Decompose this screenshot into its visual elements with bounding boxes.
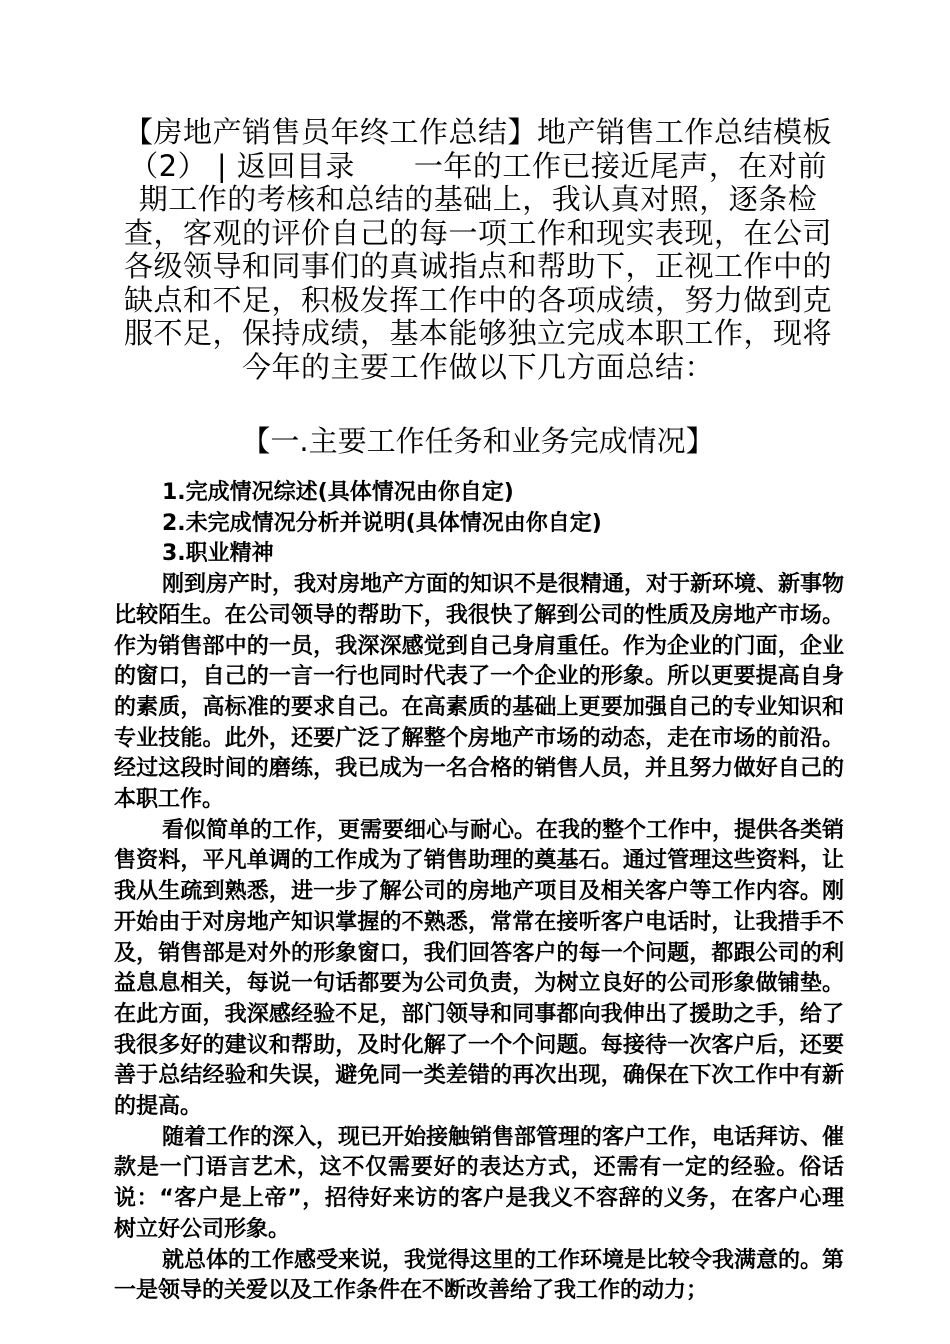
body-paragraph: 随着工作的深入，现已开始接触销售部管理的客户工作，电话拜访、催款是一门语言艺术，这不仅需要好的表达方式，还需有一定的经验。俗话说：“客户是上帝”，招待好来访的客户是我义不容辞的义务，在客户心理树立好公司形象。 xyxy=(114,1124,845,1242)
list-item: 1.完成情况综述(具体情况由你自定) xyxy=(162,480,514,505)
body-text xyxy=(114,478,844,1307)
intro-paragraph: 【房地产销售员年终工作总结】地产销售工作总结模板（2） | 返回目录 一年的工作已接近尾声，在对前期工作的考核和总结的基础上，我认真对照，逐条检查，客观的评价自己的每一项工作和现实表现，在公司各级领导和同事们的真诚指点和帮助下，正视工作中的缺点和不足，积极发挥工作中的各项成绩，努力做到克服不足，保持成绩，基本能够独立完成本职工作，现将今年的主要工作做以下几方面总结： xyxy=(123,115,832,384)
body-paragraph: 刚到房产时，我对房地产方面的知识不是很精通，对于新环境、新事物比较陌生。在公司领导的帮助下，我很快了解到公司的性质及房地产市场。作为销售部中的一员，我深深感觉到自己身肩重任。作为企业的门面，企业的窗口，自己的一言一行也同时代表了一个企业的形象。所以更要提高自身的素质，高标准的要求自己。在高素质的基础上更要加强自己的专业知识和专业技能。此外，还要广泛了解整个房地产市场的动态，走在市场的前沿。经过这段时间的磨练，我已成为一名合格的销售人员，并且努力做好自己的本职工作。 xyxy=(114,572,845,813)
body-paragraph: 就总体的工作感受来说，我觉得这里的工作环境是比较令我满意的。第一是领导的关爱以及工作条件在不断改善给了我工作的动力； xyxy=(114,1247,845,1304)
section-heading: 【一.主要工作任务和业务完成情况】 xyxy=(241,424,715,458)
list-item: 3.职业精神 xyxy=(162,541,274,567)
body-paragraph: 看似简单的工作，更需要细心与耐心。在我的整个工作中，提供各类销售资料，平凡单调的工作成为了销售助理的奠基石。通过管理这些资料，让我从生疏到熟悉，进一步了解公司的房地产项目及相关客户等工作内容。刚开始由于对房地产知识掌握的不熟悉，常常在接听客户电话时，让我措手不及，销售部是对外的形象窗口，我们回答客户的每一个问题，都跟公司的利益息息相关，每说一句话都要为公司负责，为树立良好的公司形象做铺垫。在此方面，我深感经验不足，部门领导和同事都向我伸出了援助之手，给了我很多好的建议和帮助，及时化解了一个个问题。每接待一次客户后，还要善于总结经验和失误，避免同一类差错的再次出现，确保在下次工作中有新的提高。 xyxy=(114,817,845,1120)
list-item: 2.未完成情况分析并说明(具体情况由你自定) xyxy=(162,510,602,536)
